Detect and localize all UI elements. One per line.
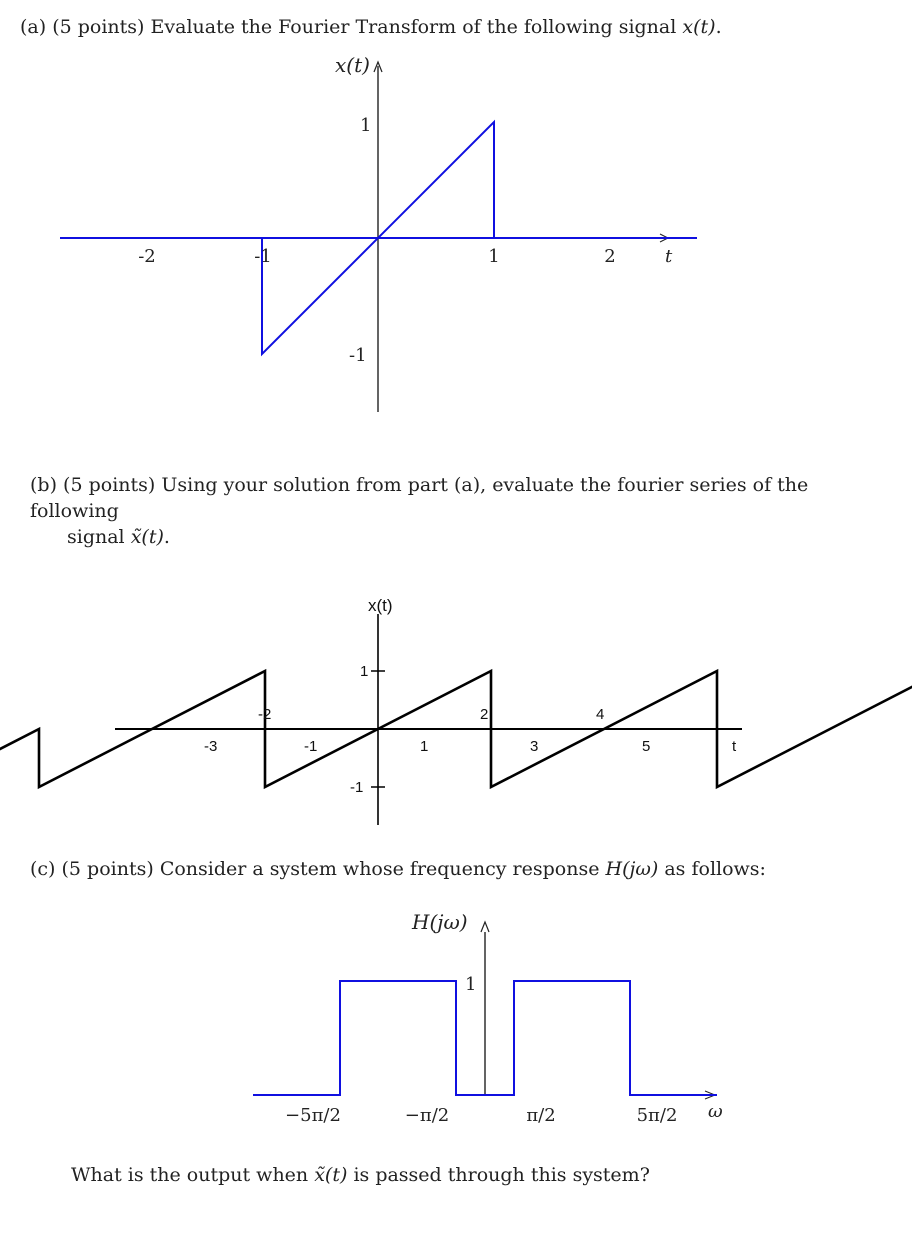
question-a: [20, 14, 722, 40]
y-tick-label: 1: [360, 663, 369, 680]
y-axis-label: H(jω): [412, 910, 468, 934]
x-tick-label: 1: [420, 738, 429, 755]
signal-x-plot: [0, 40, 912, 460]
x-tick-label: -2: [258, 706, 272, 723]
x-tick-label: -1: [304, 738, 318, 755]
question-b: [30, 472, 890, 550]
points-label: (5 points): [61, 858, 154, 880]
points-label: (5 points): [63, 474, 156, 496]
x-tick-label: 2: [480, 706, 489, 723]
signal-symbol: x̃(t): [130, 526, 164, 548]
y-tick-label: -1: [350, 779, 364, 796]
x-tick-label: 5: [642, 738, 651, 755]
question-text-end: as follows:: [664, 858, 766, 880]
x-tick-label: 2: [604, 246, 616, 267]
function-symbol: H(jω): [605, 858, 659, 880]
signal-symbol: x(t): [682, 16, 716, 38]
question-text: Consider a system whose frequency response: [159, 858, 600, 880]
x-tick-label: −π/2: [404, 1105, 450, 1126]
x-axis-label: t: [732, 738, 737, 755]
question-label: (a): [20, 16, 47, 38]
y-tick-label: 1: [465, 974, 477, 995]
question-text-continued: signal: [67, 526, 125, 548]
question-c: [30, 856, 766, 882]
question-text: Evaluate the Fourier Transform of the following signal: [150, 16, 677, 38]
points-label: (5 points): [52, 16, 145, 38]
question-label: (c): [30, 858, 56, 880]
x-tick-label: 1: [488, 246, 500, 267]
x-tick-label: π/2: [526, 1105, 556, 1126]
x-axis-label: t: [665, 246, 673, 267]
x-tick-label: -3: [204, 738, 218, 755]
frequency-response-plot: [0, 900, 912, 1140]
period: .: [715, 16, 722, 38]
x-tick-label: 3: [530, 738, 539, 755]
y-axis-label: x(t): [335, 53, 370, 77]
y-axis-label: x(t): [368, 596, 393, 615]
x-tick-label: 4: [596, 706, 605, 723]
question-text: What is the output when: [71, 1164, 309, 1186]
y-tick-label: -1: [349, 345, 367, 366]
x-tick-label: -2: [138, 246, 156, 267]
x-tick-label: 5π/2: [636, 1105, 678, 1126]
x-tick-label: −5π/2: [285, 1105, 341, 1126]
x-tick-label: -1: [254, 246, 272, 267]
question-text: Using your solution from part (a), evaluate the fourier series of the following: [30, 474, 809, 522]
x-axis-label: ω: [708, 1101, 723, 1122]
y-tick-label: 1: [360, 115, 372, 136]
question-label: (b): [30, 474, 57, 496]
period: .: [163, 526, 170, 548]
periodic-signal-plot: [0, 585, 912, 825]
final-question: [71, 1162, 650, 1188]
signal-symbol: x̃(t): [314, 1164, 348, 1186]
question-text-end: is passed through this system?: [353, 1164, 650, 1186]
y-axis-arrow: [481, 922, 489, 932]
